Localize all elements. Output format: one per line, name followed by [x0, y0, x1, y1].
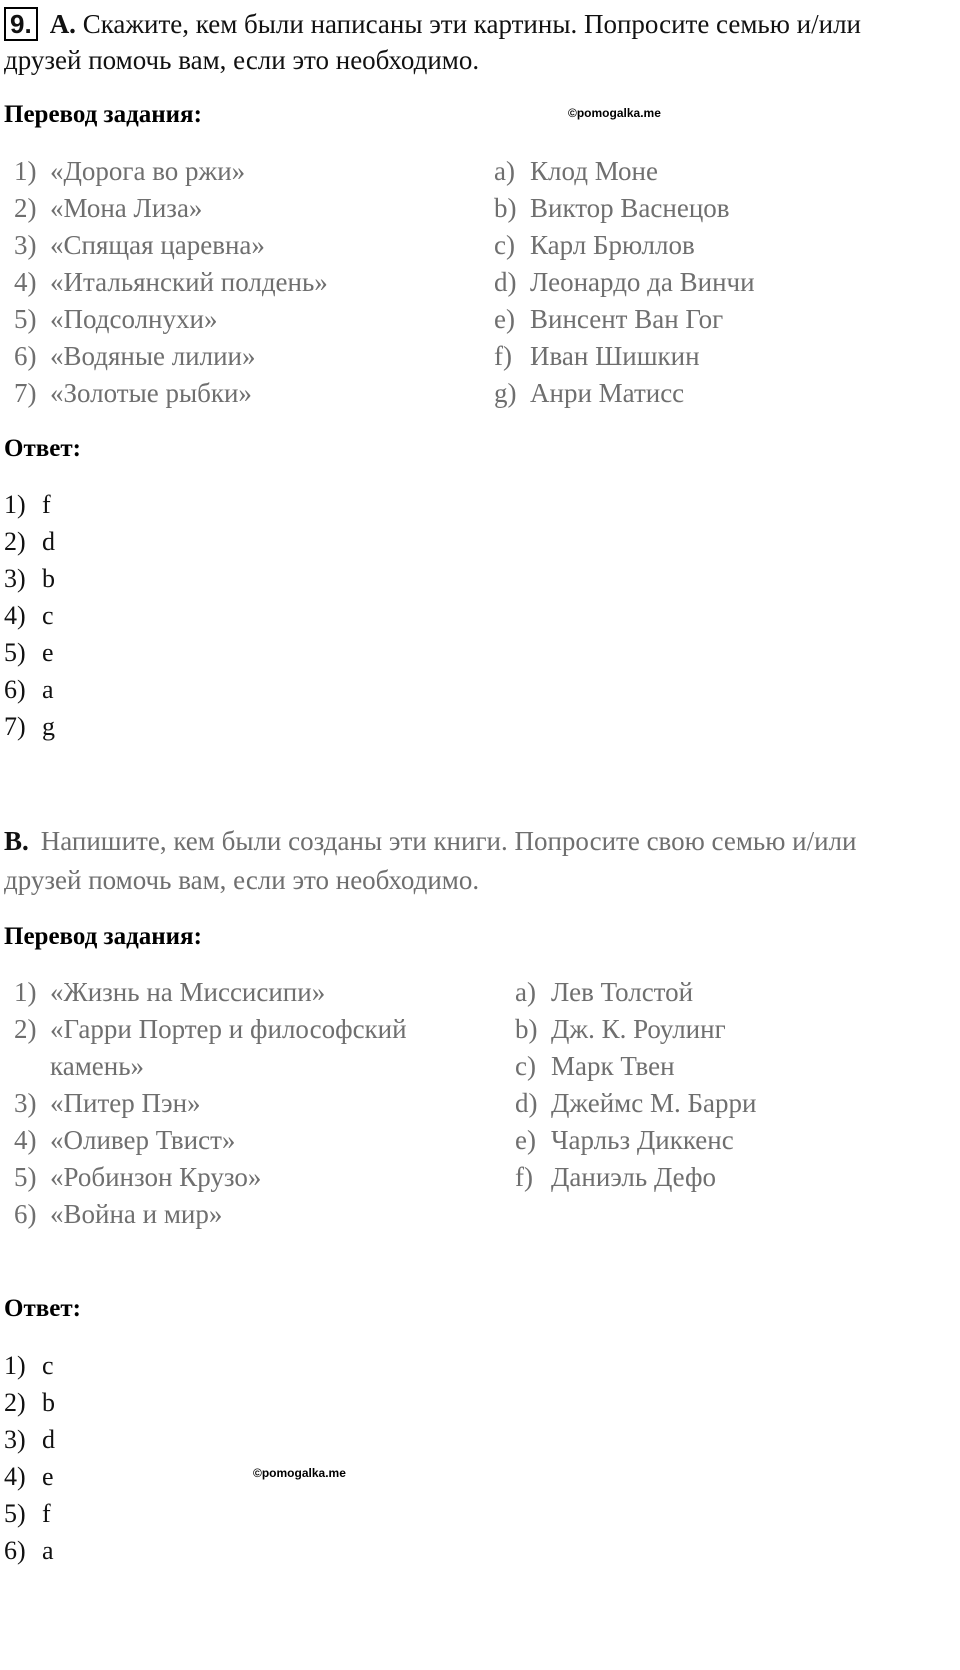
list-item: b) Виктор Васнецов — [494, 193, 730, 223]
answer-item: 2) d — [4, 527, 55, 556]
paintings-list — [14, 153, 328, 412]
part-b-answer-heading: Ответ: — [4, 1295, 81, 1322]
answer-item: 4) c — [4, 601, 54, 630]
part-b-translation-heading: Перевод задания: — [4, 923, 202, 950]
part-b-answers — [4, 1347, 55, 1569]
watermark-top: ©pomogalka.me — [568, 106, 661, 120]
answer-item: 7) g — [4, 712, 55, 741]
list-item: a) Лев Толстой — [515, 977, 694, 1007]
list-item: e) Винсент Ван Гог — [494, 304, 724, 334]
list-item: 1) «Дорога во ржи» — [14, 156, 246, 186]
answer-item: 3) d — [4, 1425, 55, 1454]
answer-item: 5) f — [4, 1499, 51, 1528]
list-item: 5) «Робинзон Крузо» — [14, 1162, 262, 1192]
part-b-intro — [4, 821, 856, 861]
part-a-answer-heading: Ответ: — [4, 435, 81, 462]
list-item: 4) «Оливер Твист» — [14, 1125, 236, 1155]
answer-item: 5) e — [4, 638, 54, 667]
list-item: e) Чарльз Диккенс — [515, 1125, 734, 1155]
list-item: c) Марк Твен — [515, 1051, 675, 1081]
part-a-answers — [4, 486, 55, 745]
answer-item: 1) f — [4, 490, 51, 519]
books-list — [14, 974, 407, 1233]
part-a-label: A. — [49, 9, 76, 39]
list-item: 3) «Спящая царевна» — [14, 230, 265, 260]
list-item: 2) «Мона Лиза» — [14, 193, 203, 223]
answer-item: 6) a — [4, 1536, 54, 1565]
answer-item: 1) c — [4, 1351, 54, 1380]
answer-item: 3) b — [4, 564, 55, 593]
part-a-intro-line1: Скажите, кем были написаны эти картины. Попросите семью и/или — [82, 9, 861, 39]
list-item: 5) «Подсолнухи» — [14, 304, 218, 334]
list-item: d) Джеймс М. Барри — [515, 1088, 757, 1118]
part-b-intro-line2: друзей помочь вам, если это необходимо. — [4, 865, 480, 895]
list-item: 4) «Итальянский полдень» — [14, 267, 328, 297]
list-item: 2) «Гарри Портер и философский — [14, 1014, 407, 1044]
part-a-intro-line2: друзей помочь вам, если это необходимо. — [4, 45, 480, 75]
list-item: 3) «Питер Пэн» — [14, 1088, 201, 1118]
task-number-badge: 9. — [4, 7, 38, 41]
list-item: d) Леонардо да Винчи — [494, 267, 755, 297]
list-item: c) Карл Брюллов — [494, 230, 695, 260]
list-item: 6) «Война и мир» — [14, 1199, 223, 1229]
list-item: 1) «Жизнь на Миссисипи» — [14, 977, 326, 1007]
list-item: f) Иван Шишкин — [494, 341, 700, 371]
artists-list — [494, 153, 755, 412]
list-item: 6) «Водяные лилии» — [14, 341, 256, 371]
answer-item: 2) b — [4, 1388, 55, 1417]
part-b-label: B. — [4, 826, 29, 856]
list-item: f) Даниэль Дефо — [515, 1162, 716, 1192]
part-b-intro-line1: Напишите, кем были созданы эти книги. Попросите свою семью и/или — [40, 826, 857, 856]
authors-list — [515, 974, 756, 1196]
part-a-translation-heading: Перевод задания: — [4, 101, 202, 128]
list-item: камень» — [50, 1051, 145, 1081]
list-item: a) Клод Моне — [494, 156, 658, 186]
list-item: 7) «Золотые рыбки» — [14, 378, 252, 408]
list-item: b) Дж. К. Роулинг — [515, 1014, 726, 1044]
answer-item: 6) a — [4, 675, 54, 704]
answer-item: 4) e — [4, 1462, 54, 1491]
watermark-bottom: ©pomogalka.me — [253, 1466, 346, 1480]
part-a-intro — [4, 4, 861, 44]
list-item: g) Анри Матисс — [494, 378, 685, 408]
